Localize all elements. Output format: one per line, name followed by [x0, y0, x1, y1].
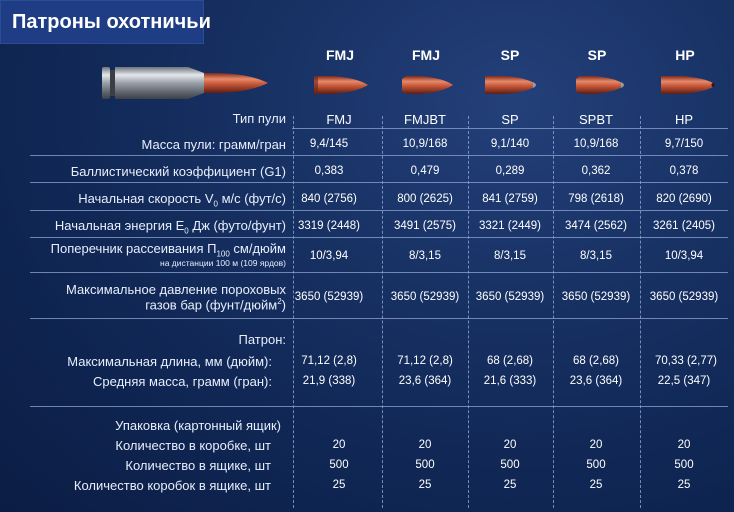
muzzle-energy-cell: 3261 (2405): [652, 220, 716, 232]
row-label-avg-mass: Средняя масса, грамм (гран):: [93, 374, 272, 389]
boxes-per-crate-cell: 25: [332, 479, 346, 491]
bullet-fmj-icon: [313, 72, 369, 98]
bullet-hp-icon: [660, 72, 716, 98]
dispersion-cell: 10/3,94: [664, 250, 704, 262]
page-title: Патроны охотничьи: [12, 11, 211, 33]
bullet-type-cell: FMJBT: [404, 112, 446, 127]
column-header-1: FMJ: [326, 47, 354, 63]
bullet-mass-cell: 9,4/145: [309, 138, 349, 150]
boxes-per-crate-cell: 25: [418, 479, 432, 491]
max-pressure-cell: 3650 (52939): [475, 291, 545, 303]
per-crate-cell: 500: [674, 459, 694, 471]
row-label-bullet-mass: Масса пули: грамм/гран: [141, 137, 286, 152]
bullet-type-cell: SPBT: [579, 112, 613, 127]
row-label-main: Начальная энергия E: [54, 218, 185, 233]
max-pressure-cell: 3650 (52939): [294, 291, 364, 303]
muzzle-energy-cell: 3321 (2449): [478, 220, 542, 232]
packaging-section-heading: Упаковка (картонный ящик): [115, 418, 281, 433]
grid-line: [30, 237, 728, 238]
row-label-subscript: 0: [213, 199, 218, 209]
ballistic-coefficient-cell: 0,378: [669, 165, 699, 177]
column-header-4: SP: [587, 47, 607, 63]
row-label-tail: см/дюйм: [229, 241, 286, 256]
column-header-5: HP: [675, 47, 695, 63]
muzzle-velocity-cell: 800 (2625): [397, 193, 453, 205]
dispersion-cell: 8/3,15: [409, 250, 441, 262]
row-label-subscript: 0: [184, 226, 189, 236]
bullet-spbt-icon: [572, 72, 628, 98]
bullet-mass-cell: 10,9/168: [402, 138, 448, 150]
row-label-dispersion-note: на дистанции 100 м (109 ярдов): [160, 258, 286, 268]
per-crate-cell: 500: [415, 459, 435, 471]
cartridge-illustration: [100, 62, 270, 104]
row-label-max-pressure: Максимальное давление пороховых: [65, 282, 286, 297]
avg-mass-cell: 21,6 (333): [483, 375, 537, 387]
column-header-3: SP: [500, 47, 520, 63]
bullet-sp-icon: [484, 72, 540, 98]
avg-mass-cell: 23,6 (364): [569, 375, 623, 387]
per-box-cell: 20: [589, 439, 603, 451]
row-label-tail: ): [281, 297, 286, 313]
ballistic-coefficient-cell: 0,479: [410, 165, 440, 177]
row-label-superscript: 2: [277, 297, 282, 306]
grid-line: [30, 210, 728, 211]
ballistic-coefficient-cell: 0,289: [495, 165, 525, 177]
muzzle-energy-cell: 3474 (2562): [564, 220, 628, 232]
row-label-max-length: Максимальная длина, мм (дюйм):: [67, 354, 272, 369]
max-length-cell: 70,33 (2,77): [654, 355, 717, 367]
grid-line: [30, 182, 728, 183]
title-bar: [0, 0, 211, 44]
row-label-main: Поперечник рассеивания П: [50, 241, 217, 256]
per-crate-cell: 500: [586, 459, 606, 471]
row-label-max-pressure-units: [145, 297, 286, 312]
max-length-cell: 71,12 (2,8): [397, 355, 453, 367]
per-crate-cell: 500: [500, 459, 520, 471]
max-length-cell: 68 (2,68): [486, 355, 534, 367]
row-label-boxes-per-crate: Количество коробок в ящике, шт: [73, 478, 271, 493]
max-pressure-cell: 3650 (52939): [390, 291, 460, 303]
boxes-per-crate-cell: 25: [589, 479, 603, 491]
muzzle-energy-cell: 3319 (2448): [297, 220, 361, 232]
per-crate-cell: 500: [329, 459, 349, 471]
max-pressure-cell: 3650 (52939): [649, 291, 719, 303]
avg-mass-cell: 22,5 (347): [657, 375, 711, 387]
row-label-tail: м/с (фут/с): [217, 191, 286, 206]
dispersion-cell: 8/3,15: [580, 250, 612, 262]
muzzle-velocity-cell: 798 (2618): [568, 193, 624, 205]
per-box-cell: 20: [677, 439, 691, 451]
row-label-ballistic-coefficient: Баллистический коэффициент (G1): [70, 164, 286, 179]
cartridge-section-heading: Патрон:: [238, 332, 286, 347]
avg-mass-cell: 21,9 (338): [302, 375, 356, 387]
row-label-subscript: 100: [216, 249, 230, 259]
max-pressure-cell: 3650 (52939): [561, 291, 631, 303]
muzzle-velocity-cell: 840 (2756): [301, 193, 357, 205]
grid-line: [30, 272, 728, 273]
row-label-muzzle-velocity: [78, 191, 286, 209]
ballistic-coefficient-cell: 0,362: [581, 165, 611, 177]
grid-line: [30, 406, 728, 407]
bullet-type-cell: FMJ: [326, 112, 352, 127]
row-label-main: газов бар (фунт/дюйм: [145, 297, 278, 313]
dispersion-cell: 10/3,94: [309, 250, 349, 262]
row-label-per-box: Количество в коробке, шт: [115, 438, 271, 453]
bullet-fmjbt-icon: [398, 72, 454, 98]
per-box-cell: 20: [418, 439, 432, 451]
avg-mass-cell: 23,6 (364): [398, 375, 452, 387]
per-box-cell: 20: [503, 439, 517, 451]
row-label-main: Начальная скорость V: [78, 191, 214, 206]
boxes-per-crate-cell: 25: [677, 479, 691, 491]
ballistic-coefficient-cell: 0,383: [314, 165, 344, 177]
row-label-per-crate: Количество в ящике, шт: [125, 458, 271, 473]
column-header-2: FMJ: [412, 47, 440, 63]
bullet-type-cell: HP: [674, 112, 694, 127]
bullet-mass-cell: 9,7/150: [664, 138, 704, 150]
row-label-dispersion: [51, 241, 286, 259]
row-label-tail: Дж (футо/фунт): [188, 218, 286, 233]
grid-line: [30, 155, 728, 156]
bullet-type-cell: SP: [501, 112, 519, 127]
bullet-mass-cell: 9,1/140: [490, 138, 530, 150]
muzzle-velocity-cell: 841 (2759): [482, 193, 538, 205]
boxes-per-crate-cell: 25: [503, 479, 517, 491]
muzzle-energy-cell: 3491 (2575): [393, 220, 457, 232]
max-length-cell: 71,12 (2,8): [301, 355, 357, 367]
grid-line: [292, 128, 728, 129]
per-box-cell: 20: [332, 439, 346, 451]
muzzle-velocity-cell: 820 (2690): [656, 193, 712, 205]
grid-line: [30, 318, 728, 319]
bullet-mass-cell: 10,9/168: [573, 138, 619, 150]
row-label-bullet-type: Тип пули: [232, 111, 286, 126]
row-label-muzzle-energy: [55, 218, 286, 236]
max-length-cell: 68 (2,68): [572, 355, 620, 367]
dispersion-cell: 8/3,15: [494, 250, 526, 262]
